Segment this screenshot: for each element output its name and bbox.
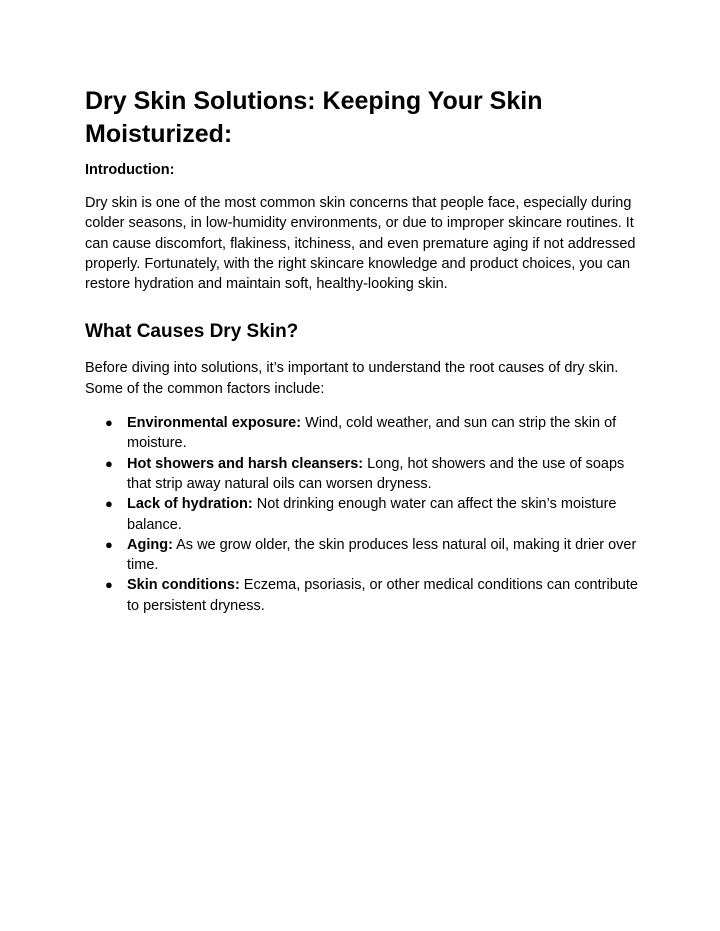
bullet-icon: ●	[105, 415, 113, 431]
list-item	[85, 494, 640, 535]
cause-text: Wind, cold weather, and sun can strip the skin of moisture.	[127, 415, 617, 452]
bullet-icon: ●	[105, 577, 113, 593]
cause-text: As we grow older, the skin produces less natural oil, making it drier over time.	[127, 536, 637, 574]
list-item	[85, 413, 640, 454]
cause-term: Environmental exposure:	[127, 415, 302, 432]
bullet-icon: ●	[105, 536, 113, 552]
cause-text: Long, hot showers and the use of soaps that strip away natural oils can worsen dryness.	[127, 455, 625, 492]
intro-heading: Introduction:	[85, 162, 175, 178]
cause-text: Not drinking enough water can affect the skin’s moisture balance.	[127, 496, 617, 533]
section-heading: What Causes Dry Skin?	[85, 321, 299, 343]
list-item	[85, 454, 640, 495]
list-item	[85, 575, 640, 616]
cause-term: Aging:	[127, 536, 173, 553]
cause-term: Hot showers and harsh cleansers:	[127, 455, 364, 472]
cause-term: Skin conditions:	[127, 577, 240, 594]
cause-text: Eczema, psoriasis, or other medical conditions can contribute to persistent dryness.	[127, 577, 638, 614]
intro-paragraph: Dry skin is one of the most common skin concerns that people face, especially during colder seasons, in low-humidity environments, or due to improper skincare routines. It can cause discomfort, flakiness, itchiness, and even premature aging if not addressed properly. Fortunately, with the right skincare knowledge and product choices, you can restore hydration and maintain soft, healthy-looking skin.	[85, 195, 636, 293]
bullet-icon: ●	[105, 496, 113, 512]
list-item	[85, 535, 640, 576]
section-paragraph: Before diving into solutions, it’s important to understand the root causes of dry skin. Some of the common factors include:	[85, 360, 619, 397]
causes-list	[85, 413, 640, 616]
bullet-icon: ●	[105, 455, 113, 471]
cause-term: Lack of hydration:	[127, 496, 253, 513]
document-title: Dry Skin Solutions: Keeping Your Skin Moisturized:	[85, 87, 543, 148]
